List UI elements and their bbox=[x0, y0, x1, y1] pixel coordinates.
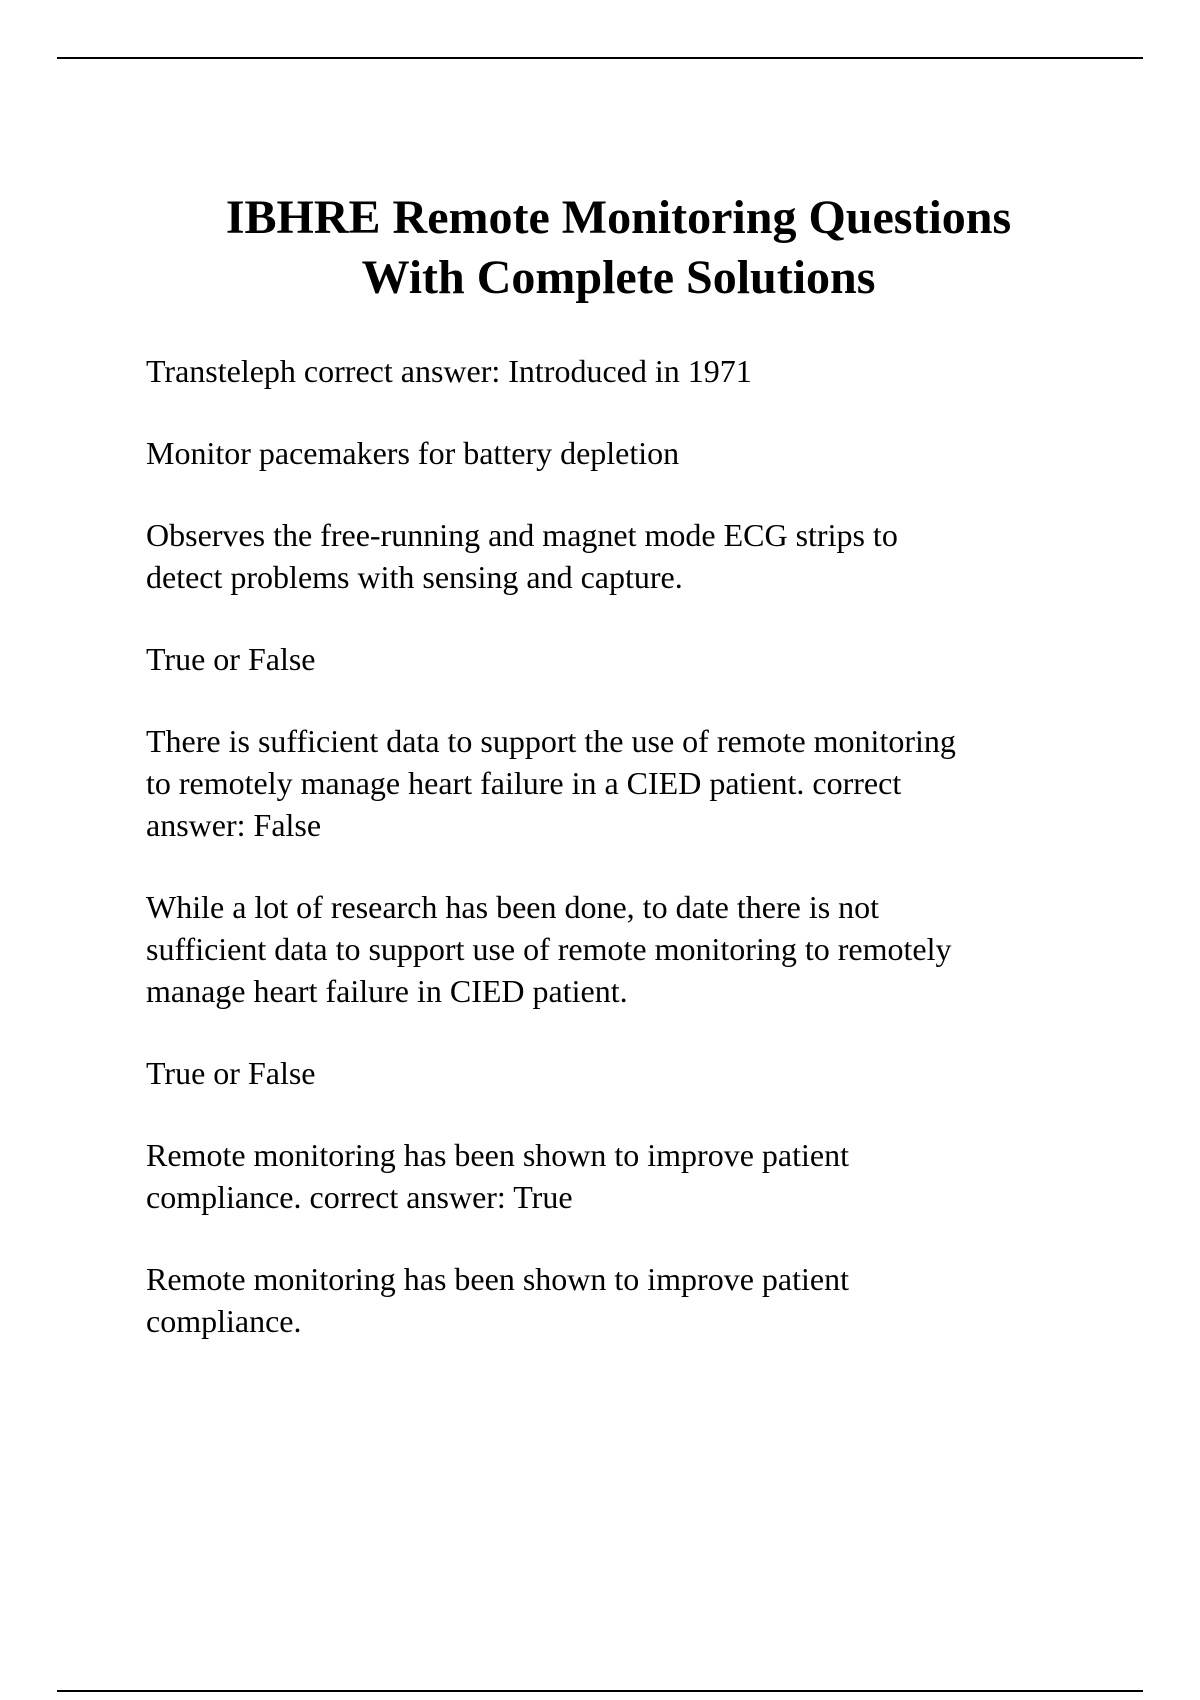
paragraph-2 bbox=[146, 432, 1086, 474]
paragraph-line: answer: False bbox=[146, 807, 322, 843]
paragraph-line: While a lot of research has been done, to date there is not bbox=[146, 889, 880, 925]
paragraph-line: True or False bbox=[146, 641, 316, 677]
paragraph-line: manage heart failure in CIED patient. bbox=[146, 973, 628, 1009]
paragraph-line: compliance. bbox=[146, 1303, 302, 1339]
paragraph-6 bbox=[146, 886, 1086, 1012]
paragraph-5 bbox=[146, 720, 1086, 846]
paragraph-8 bbox=[146, 1134, 1086, 1218]
paragraph-line: Monitor pacemakers for battery depletion bbox=[146, 435, 680, 471]
top-rule bbox=[57, 57, 1143, 59]
paragraph-line: Observes the free-running and magnet mode ECG strips to bbox=[146, 517, 898, 553]
paragraph-line: Remote monitoring has been shown to improve patient bbox=[146, 1261, 849, 1297]
paragraph-line: Transteleph correct answer: Introduced in 1971 bbox=[146, 353, 752, 389]
title-line-1: IBHRE Remote Monitoring Questions bbox=[225, 191, 1012, 244]
document-body bbox=[146, 350, 1086, 1382]
title-line-2: With Complete Solutions bbox=[361, 251, 876, 304]
paragraph-line: compliance. correct answer: True bbox=[146, 1179, 573, 1215]
paragraph-line: sufficient data to support use of remote monitoring to remotely bbox=[146, 931, 952, 967]
paragraph-3 bbox=[146, 514, 1086, 598]
paragraph-7 bbox=[146, 1052, 1086, 1094]
paragraph-line: Remote monitoring has been shown to improve patient bbox=[146, 1137, 849, 1173]
paragraph-1 bbox=[146, 350, 1086, 392]
paragraph-4 bbox=[146, 638, 1086, 680]
paragraph-line: True or False bbox=[146, 1055, 316, 1091]
paragraph-9 bbox=[146, 1258, 1086, 1342]
bottom-rule bbox=[57, 1690, 1143, 1692]
page-title bbox=[100, 188, 1137, 308]
paragraph-line: There is sufficient data to support the use of remote monitoring bbox=[146, 723, 956, 759]
paragraph-line: detect problems with sensing and capture. bbox=[146, 559, 683, 595]
paragraph-line: to remotely manage heart failure in a CIED patient. correct bbox=[146, 765, 902, 801]
